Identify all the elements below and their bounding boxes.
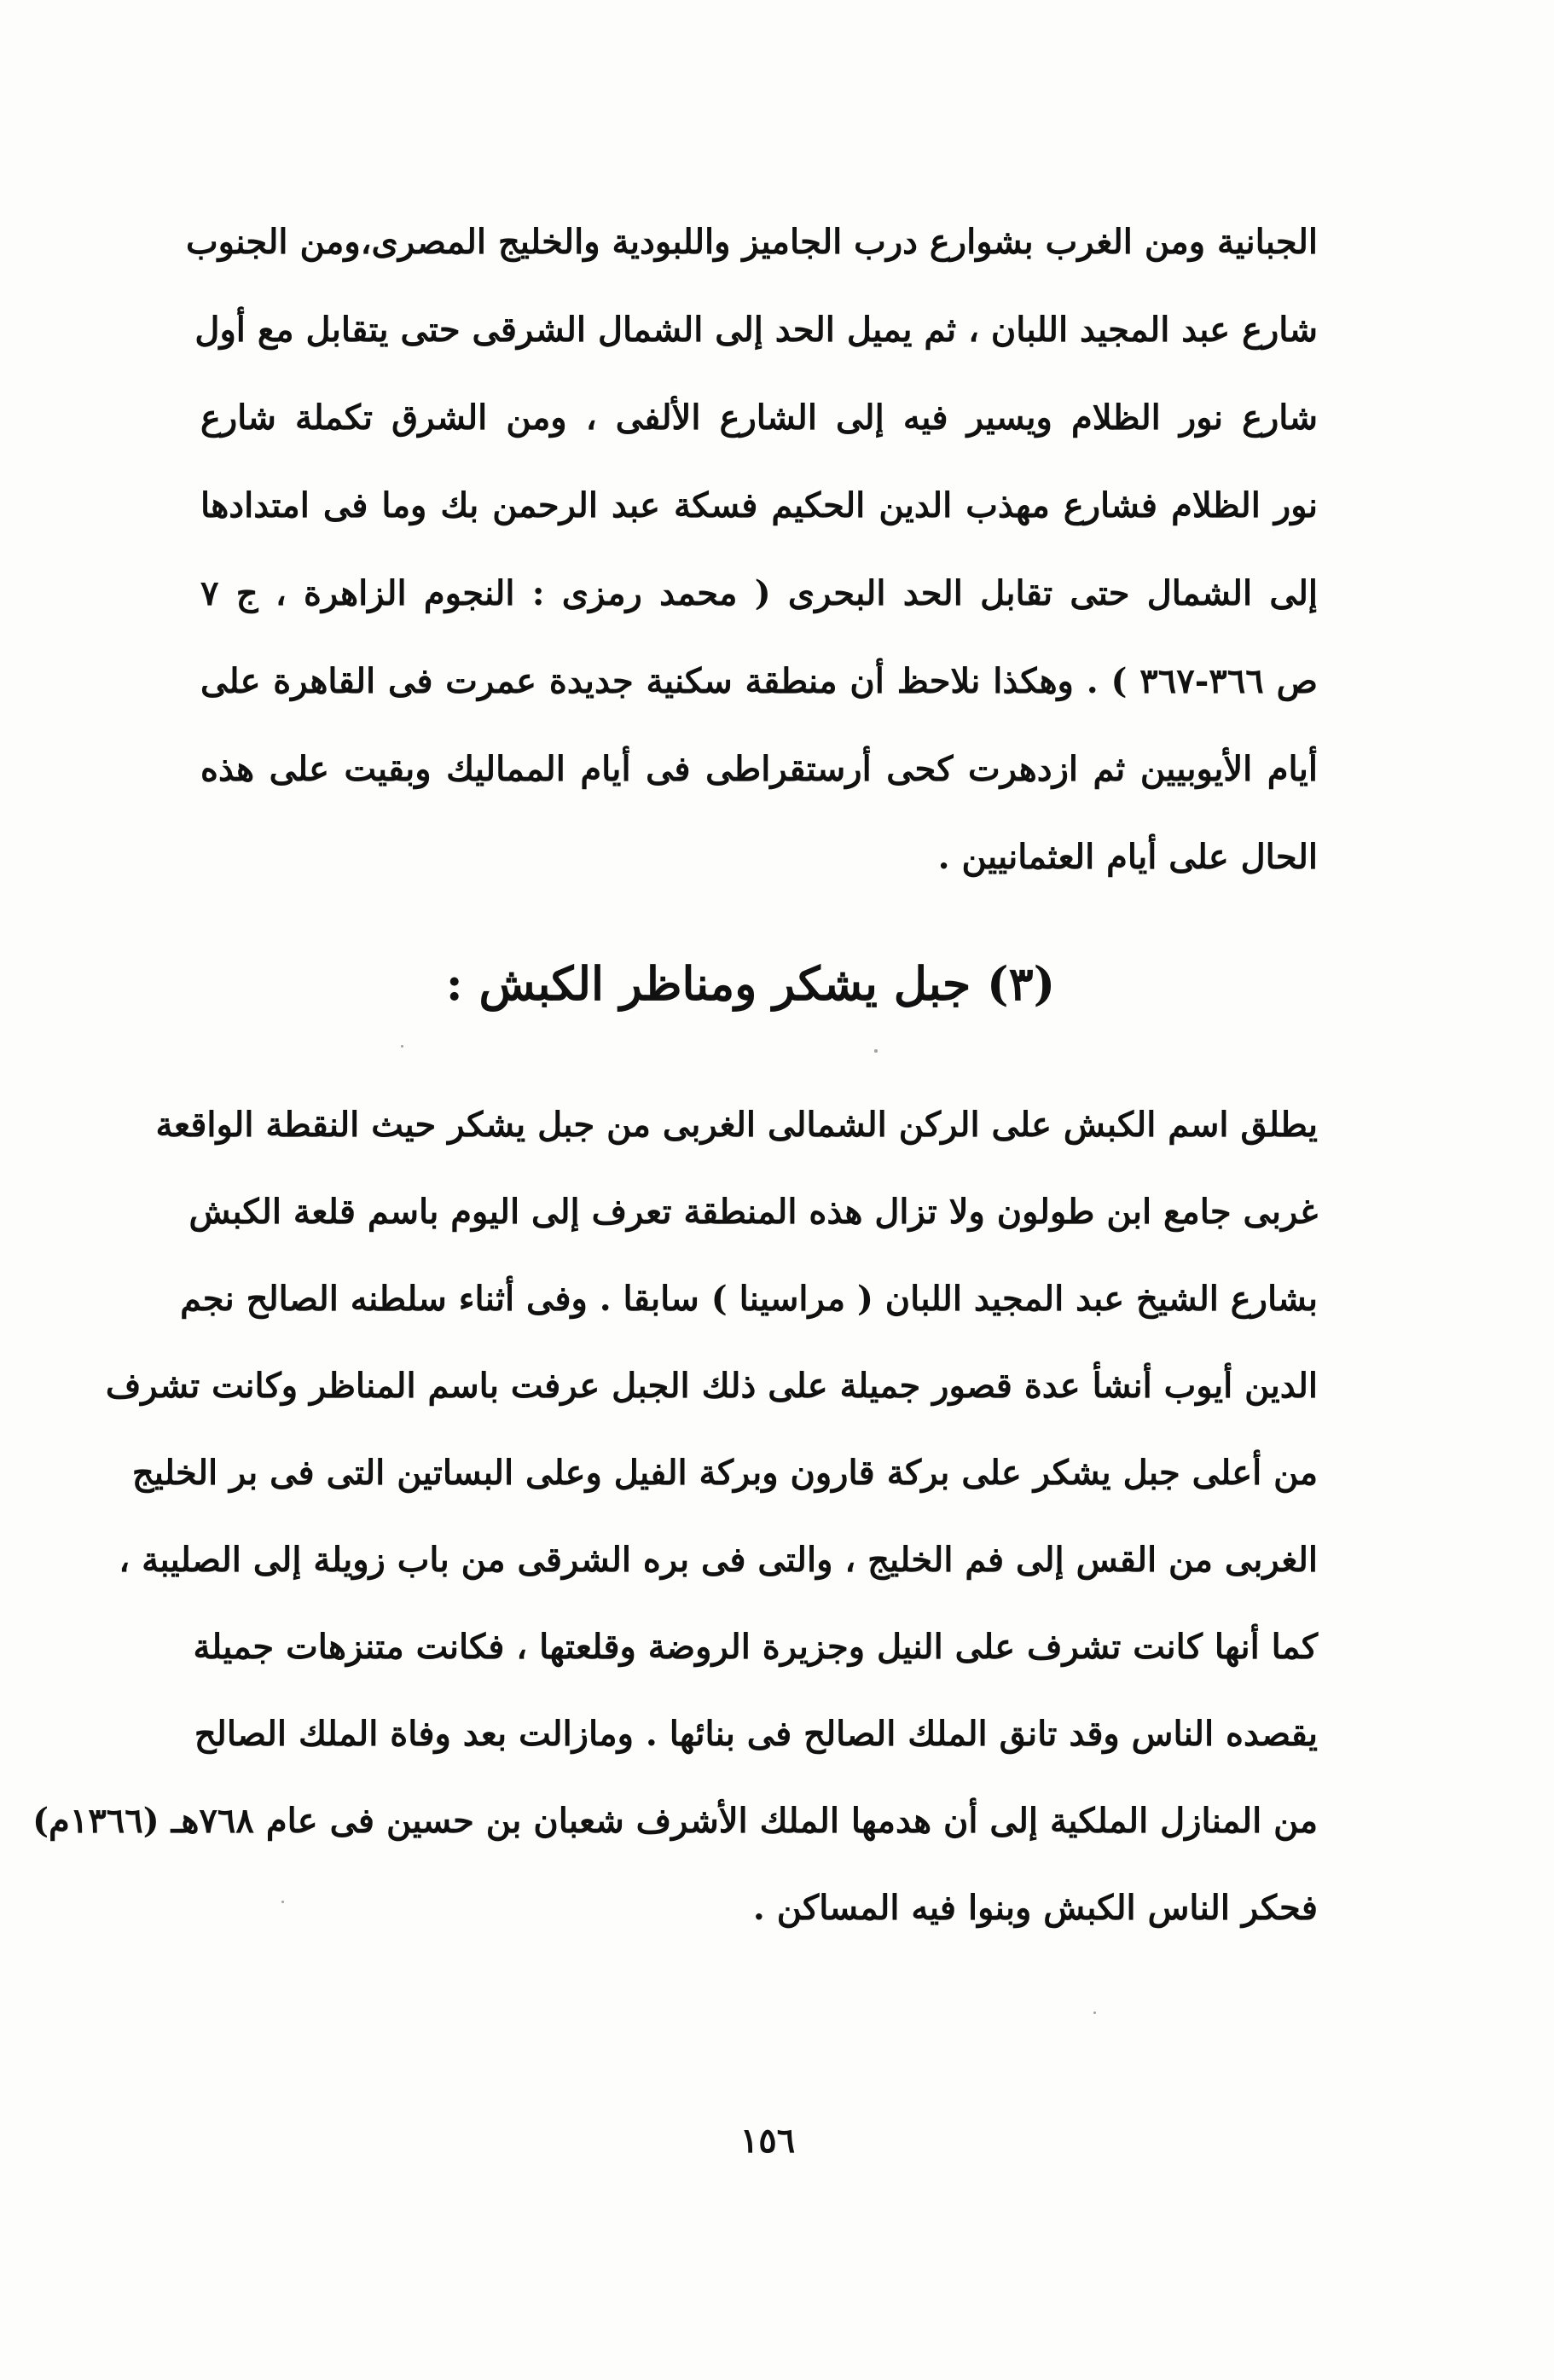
paragraph-2-line: يطلق اسم الكبش على الركن الشمالى الغربى من جبل يشكر حيث النقطة الواقعة	[155, 1105, 1318, 1145]
paragraph-1-line: شارع نور الظلام ويسير فيه إلى الشارع الألفى ، ومن الشرق تكملة شارع	[200, 398, 1318, 438]
paragraph-2-line: الغربى من القس إلى فم الخليج ، والتى فى بره الشرقى من باب زويلة إلى الصليبة ،	[119, 1540, 1318, 1580]
paragraph-2-line: من أعلى جبل يشكر على بركة قارون وبركة الفيل وعلى البساتين التى فى بر الخليج	[131, 1453, 1318, 1493]
scan-speck	[281, 1901, 284, 1903]
page-number: ١٥٦	[739, 2121, 796, 2161]
scan-speck	[874, 1049, 878, 1053]
paragraph-2	[32, 1082, 1318, 1952]
paragraph-2-line: الدين أيوب أنشأ عدة قصور جميلة على ذلك الجبل عرفت باسم المناظر وكانت تشرف	[105, 1366, 1318, 1406]
paragraph-1-line: أيام الأيوبيين ثم ازدهرت كحى أرستقراطى فى أيام المماليك وبقيت على هذه	[200, 749, 1318, 789]
paragraph-1-line: الجبانية ومن الغرب بشوارع درب الجاميز واللبودية والخليج المصرى،ومن الجنوب	[186, 222, 1318, 262]
paragraph-1-line: إلى الشمال حتى تقابل الحد البحرى ( محمد رمزى : النجوم الزاهرة ، ج ٧	[200, 573, 1318, 613]
paragraph-2-line: يقصده الناس وقد تانق الملك الصالح فى بنائها . ومازالت بعد وفاة الملك الصالح	[194, 1714, 1318, 1754]
scan-speck	[1093, 2011, 1096, 2014]
paragraph-1-line: الحال على أيام العثمانيين .	[937, 837, 1318, 877]
paragraph-1-line: شارع عبد المجيد اللبان ، ثم يميل الحد إلى الشمال الشرقى حتى يتقابل مع أول	[194, 310, 1318, 350]
paragraph-2-line: غربى جامع ابن طولون ولا تزال هذه المنطقة تعرف إلى اليوم باسم قلعة الكبش	[188, 1192, 1318, 1232]
paragraph-2-line: من المنازل الملكية إلى أن هدمها الملك الأشرف شعبان بن حسين فى عام ٧٦٨هـ (١٣٦٦م)	[32, 1801, 1318, 1841]
paragraph-2-line: كما أنها كانت تشرف على النيل وجزيرة الروضة وقلعتها ، فكانت متنزهات جميلة	[193, 1627, 1318, 1667]
paragraph-2-line: فحكر الناس الكبش وبنوا فيه المساكن .	[752, 1888, 1318, 1928]
paragraph-1-line: ص ٣٦٦-٣٦٧ ) . وهكذا نلاحظ أن منطقة سكنية جديدة عمرت فى القاهرة على	[200, 661, 1318, 701]
paragraph-2-line: بشارع الشيخ عبد المجيد اللبان ( مراسينا ) سابقا . وفى أثناء سلطنه الصالح نجم	[180, 1279, 1318, 1319]
paragraph-1	[186, 198, 1318, 901]
paragraph-1-line: نور الظلام فشارع مهذب الدين الحكيم فسكة عبد الرحمن بك وما فى امتدادها	[200, 485, 1318, 525]
scan-speck	[401, 1045, 403, 1048]
section-heading: (٣) جبل يشكر ومناظر الكبش :	[445, 956, 1056, 1011]
